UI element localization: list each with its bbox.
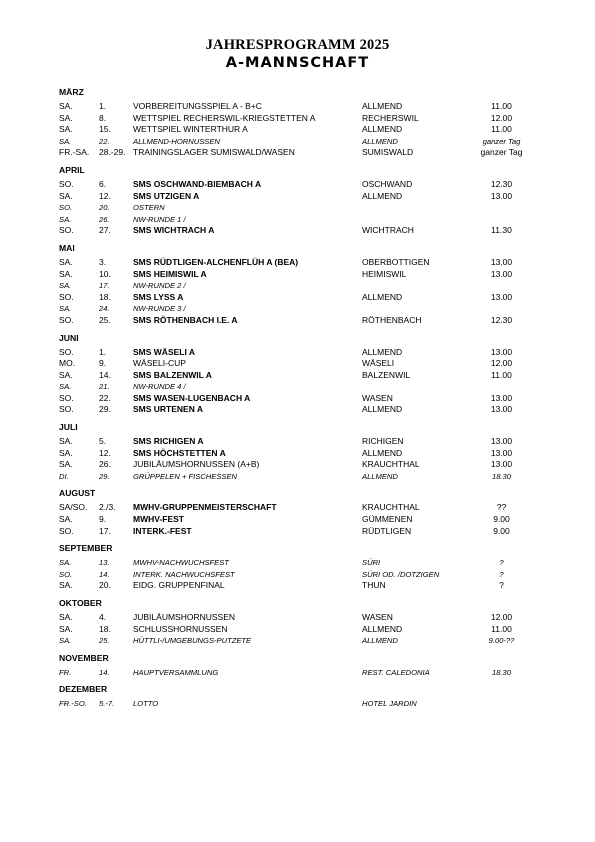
row-day: SA/SO. (59, 502, 88, 513)
row-date: 29. (99, 471, 110, 481)
schedule-row (59, 225, 549, 237)
row-time: 18.30 (491, 471, 511, 481)
row-date: 26. (99, 459, 111, 470)
schedule-row (59, 179, 549, 191)
schedule-row (59, 448, 549, 460)
row-date: 29. (99, 404, 111, 415)
row-place: RICHIGEN (362, 436, 404, 447)
row-day: SA. (59, 623, 73, 634)
row-place: ALLMEND (362, 190, 403, 201)
row-day: SA. (59, 382, 72, 392)
row-time: 13.00 (490, 404, 513, 415)
row-time: ganzer Tag (480, 147, 523, 158)
row-date: 26. (99, 214, 110, 224)
row-date: 12. (99, 447, 111, 458)
row-date: 20. (99, 203, 110, 213)
schedule-row (59, 381, 549, 393)
row-day: SA. (59, 447, 73, 458)
row-day: SO. (59, 203, 73, 213)
row-event: SMS HEIMISWIL A (133, 268, 207, 279)
row-event: SMS WÄSELI A (133, 346, 196, 357)
row-date: 5.-7. (99, 699, 115, 709)
row-day: SA. (59, 459, 73, 470)
row-event: SMS WASEN-LUGENBACH A (133, 392, 251, 403)
month-heading: APRIL (59, 164, 85, 175)
row-event: HÜTTLI-/UMGEBUNGS-PUTZETE (133, 636, 252, 646)
page-subtitle: A-MANNSCHAFT (225, 55, 370, 71)
schedule-row (59, 580, 549, 592)
row-event: SMS URTENEN A (133, 404, 204, 415)
row-day: SA. (59, 101, 73, 111)
row-day: SA. (59, 369, 73, 380)
row-place: SÜRI (362, 558, 381, 568)
row-event: NW-RUNDE 2 / (133, 281, 186, 291)
row-event: MWHV-NACHWUCHSFEST (133, 558, 229, 568)
row-time: 18.30 (491, 667, 511, 677)
row-day: SA. (59, 636, 72, 646)
row-day: SA. (59, 580, 73, 591)
row-time: 11.30 (491, 225, 512, 236)
row-day: SA. (59, 268, 73, 279)
row-day: SO. (59, 525, 74, 536)
schedule-row (59, 101, 549, 113)
row-day: SA. (59, 112, 73, 123)
month-section (59, 652, 549, 679)
row-time: ganzer Tag (482, 136, 521, 146)
row-time: 9.00 (493, 525, 510, 536)
row-place: OBERBOTTIGEN (362, 256, 430, 267)
row-day: MO. (59, 358, 76, 369)
schedule-row (59, 471, 549, 483)
row-date: 22. (99, 136, 110, 146)
row-event: NW-RUNDE 4 / (133, 382, 186, 392)
row-day: SA. (59, 514, 73, 525)
row-place: ALLMEND (362, 636, 398, 646)
row-date: 14. (99, 369, 111, 380)
row-day: SO. (59, 291, 74, 302)
schedule-row (59, 612, 549, 624)
row-place: WASEN (362, 612, 393, 622)
row-event: SMS BALZENWIL A (133, 369, 212, 380)
page-title: JAHRESPROGRAMM 2025 (205, 37, 390, 53)
row-day: DI. (59, 471, 69, 481)
row-day: SA. (59, 304, 72, 314)
row-event: SMS RICHIGEN A (133, 436, 204, 447)
row-place: THUN (362, 580, 386, 591)
row-day: SA. (59, 436, 73, 447)
row-date: 17. (99, 525, 111, 536)
schedule-row (59, 257, 549, 269)
schedule-row (59, 526, 549, 538)
schedule-row (59, 624, 549, 636)
row-day: SA. (59, 256, 73, 267)
row-place: RÜDTLIGEN (362, 525, 412, 536)
row-time: 9.00 (493, 514, 510, 525)
row-time: 13.00 (490, 291, 513, 302)
schedule-row (59, 459, 549, 471)
month-heading: OKTOBER (59, 598, 102, 608)
row-place: REST. CALEDONIA (362, 667, 430, 677)
month-heading: DEZEMBER (59, 684, 108, 695)
row-date: 9. (99, 514, 107, 525)
month-heading: JULI (59, 422, 78, 433)
row-date: 24. (99, 304, 110, 314)
row-place: ALLMEND (362, 471, 398, 481)
schedule-row (59, 635, 549, 647)
row-date: 1. (99, 346, 107, 357)
row-place: WASEN (362, 392, 393, 403)
row-time: ? (499, 569, 504, 579)
row-place: RECHERSWIL (362, 112, 419, 123)
row-event: WETTSPIEL WINTERTHUR A (133, 124, 248, 135)
month-heading: NOVEMBER (59, 652, 109, 663)
row-day: SA. (59, 281, 72, 291)
row-time: 11.00 (491, 369, 512, 380)
row-event: TRAININGSLAGER SUMISWALD/WASEN (133, 147, 295, 158)
row-date: 6. (99, 178, 107, 189)
month-heading: SEPTEMBER (59, 543, 113, 554)
row-event: HAUPTVERSAMMLUNG (133, 667, 219, 677)
schedule-row (59, 667, 549, 679)
row-time: ? (499, 580, 504, 591)
month-section (59, 487, 549, 537)
row-date: 4. (99, 612, 107, 622)
row-date: 18. (99, 623, 111, 634)
row-time: 12.00 (490, 358, 513, 369)
schedule-row (59, 698, 549, 710)
row-event: VORBEREITUNGSSPIEL A - B+C (133, 101, 262, 111)
row-place: ALLMEND (362, 124, 403, 135)
row-place: ALLMEND (362, 136, 398, 146)
row-place: WICHTRACH (362, 225, 414, 236)
schedule-row (59, 569, 549, 581)
schedule-row (59, 393, 549, 405)
month-section (59, 421, 549, 482)
row-day: FR. (59, 667, 72, 677)
row-event: NW-RUNDE 3 / (133, 304, 186, 314)
row-place: RÖTHENBACH (362, 314, 422, 325)
row-date: 25. (99, 314, 111, 325)
row-time: 13.00 (490, 392, 513, 403)
row-time: 13.00 (490, 436, 513, 447)
row-place: SÜRI OD. /DOTZIGEN (362, 569, 440, 579)
row-day: SO. (59, 392, 74, 403)
row-event: WÄSELI-CUP (133, 358, 186, 369)
row-day: SO. (59, 404, 74, 415)
row-event: INTERK. NACHWUCHSFEST (133, 569, 235, 579)
row-date: 18. (99, 291, 111, 302)
row-day: SA. (59, 612, 73, 622)
row-place: BALZENWIL (362, 369, 411, 380)
row-time: ? (499, 558, 504, 568)
row-event: SMS WICHTRACH A (133, 225, 215, 236)
month-section (59, 242, 549, 327)
schedule-row (59, 124, 549, 136)
row-event: SMS RÜDTLIGEN-ALCHENFLÜH A (BEA) (133, 256, 299, 267)
row-place: KRAUCHTHAL (362, 459, 420, 470)
row-place: HEIMISWIL (362, 268, 407, 279)
row-day: SA. (59, 558, 72, 568)
row-time: 13.00 (490, 447, 513, 458)
row-event: WETTSPIEL RECHERSWIL-KRIEGSTETTEN A (133, 112, 316, 123)
row-day: SO. (59, 225, 74, 236)
schedule-row (59, 502, 549, 514)
row-date: 15. (99, 124, 111, 135)
schedule-row (59, 370, 549, 382)
row-event: SMS OSCHWAND-BIEMBACH A (133, 178, 262, 189)
row-date: 8. (99, 112, 107, 123)
row-time: 13.00 (490, 268, 513, 279)
row-event: SMS LYSS A (133, 291, 184, 302)
row-day: SO. (59, 569, 73, 579)
schedule-row (59, 113, 549, 125)
row-event: NW-RUNDE 1 / (133, 214, 186, 224)
month-section (59, 542, 549, 592)
schedule-row (59, 404, 549, 416)
row-place: ALLMEND (362, 346, 403, 357)
schedule-row (59, 292, 549, 304)
month-section (59, 683, 549, 710)
month-section (59, 86, 549, 159)
row-time: 13.00 (490, 459, 513, 470)
row-event: OSTERN (133, 203, 165, 213)
row-place: ALLMEND (362, 291, 403, 302)
row-time: 13.00 (490, 346, 513, 357)
row-event: SMS RÖTHENBACH I.E. A (133, 314, 238, 325)
row-date: 27. (99, 225, 111, 236)
row-time: 12.30 (490, 314, 513, 325)
row-day: FR.-SA. (59, 147, 90, 158)
row-place: ALLMEND (362, 623, 403, 634)
row-place: GÜMMENEN (362, 514, 413, 525)
row-day: SO. (59, 178, 74, 189)
row-event: JUBILÄUMSHORNUSSEN (A+B) (133, 459, 260, 470)
schedule-row (59, 347, 549, 359)
row-date: 20. (99, 580, 111, 591)
row-date: 13. (99, 558, 110, 568)
row-time: 13.00 (490, 190, 513, 201)
row-event: ALLMEND-HORNUSSEN (133, 136, 220, 146)
row-event: SCHLUSSHORNUSSEN (133, 623, 228, 634)
row-date: 28.-29. (99, 147, 126, 158)
month-heading: MAI (59, 242, 75, 253)
month-section (59, 597, 549, 647)
row-time: 12.30 (490, 178, 513, 189)
schedule-row (59, 214, 549, 226)
schedule-row (59, 557, 549, 569)
row-place: SUMISWALD (362, 147, 414, 158)
schedule-row (59, 280, 549, 292)
row-place: WÄSELI (362, 358, 395, 369)
row-place: ALLMEND (362, 404, 403, 415)
row-day: SO. (59, 346, 74, 357)
row-place: ALLMEND (362, 447, 403, 458)
month-heading: AUGUST (59, 488, 96, 499)
row-time: 12.00 (490, 112, 513, 123)
row-event: JUBILÄUMSHORNUSSEN (133, 612, 236, 622)
row-date: 2./3. (99, 502, 116, 513)
row-date: 3. (99, 256, 107, 267)
row-date: 12. (99, 190, 111, 201)
schedule-row (59, 191, 549, 203)
row-date: 14. (99, 667, 110, 677)
row-date: 25. (99, 636, 110, 646)
row-time: 11.00 (491, 101, 512, 111)
row-date: 22. (99, 392, 111, 403)
row-event: SMS HÖCHSTETTEN A (133, 447, 226, 458)
month-section (59, 332, 549, 417)
row-date: 10. (99, 268, 111, 279)
schedule-row (59, 358, 549, 370)
schedule-list (59, 86, 549, 715)
row-day: SA. (59, 190, 73, 201)
row-time: 11.00 (491, 623, 512, 634)
row-place: HOTEL JARDIN (362, 699, 417, 709)
schedule-row (59, 436, 549, 448)
row-place: OSCHWAND (362, 178, 413, 189)
row-event: GRÜPPELEN + FISCHESSEN (133, 471, 238, 481)
row-event: MWHV-FEST (133, 514, 184, 525)
row-date: 5. (99, 436, 107, 447)
month-section (59, 164, 549, 237)
row-time: 11.00 (491, 124, 512, 135)
schedule-row (59, 136, 549, 148)
row-date: 9. (99, 358, 107, 369)
row-event: EIDG. GRUPPENFINAL (133, 580, 225, 591)
schedule-row (59, 315, 549, 327)
row-event: LOTTO (133, 699, 159, 709)
row-day: FR.-SO. (59, 699, 87, 709)
schedule-row (59, 303, 549, 315)
row-place: ALLMEND (362, 101, 403, 111)
row-date: 17. (99, 281, 110, 291)
row-time: 13.00 (490, 256, 513, 267)
schedule-row (59, 269, 549, 281)
row-day: SA. (59, 214, 72, 224)
row-event: INTERK.-FEST (133, 525, 192, 536)
row-event: SMS UTZIGEN A (133, 190, 200, 201)
row-day: SA. (59, 136, 72, 146)
month-heading: JUNI (59, 332, 79, 343)
row-event: MWHV-GRUPPENMEISTERSCHAFT (133, 502, 277, 513)
row-time: ?? (496, 502, 507, 513)
row-date: 14. (99, 569, 110, 579)
row-day: SA. (59, 124, 73, 135)
row-time: 9.00-?? (488, 636, 515, 646)
row-place: KRAUCHTHAL (362, 502, 420, 513)
month-heading: MÄRZ (59, 87, 84, 97)
row-day: SO. (59, 314, 74, 325)
schedule-row (59, 147, 549, 159)
schedule-row (59, 514, 549, 526)
schedule-row (59, 202, 549, 214)
row-date: 21. (99, 382, 110, 392)
row-time: 12.00 (490, 612, 513, 622)
row-date: 1. (99, 101, 107, 111)
